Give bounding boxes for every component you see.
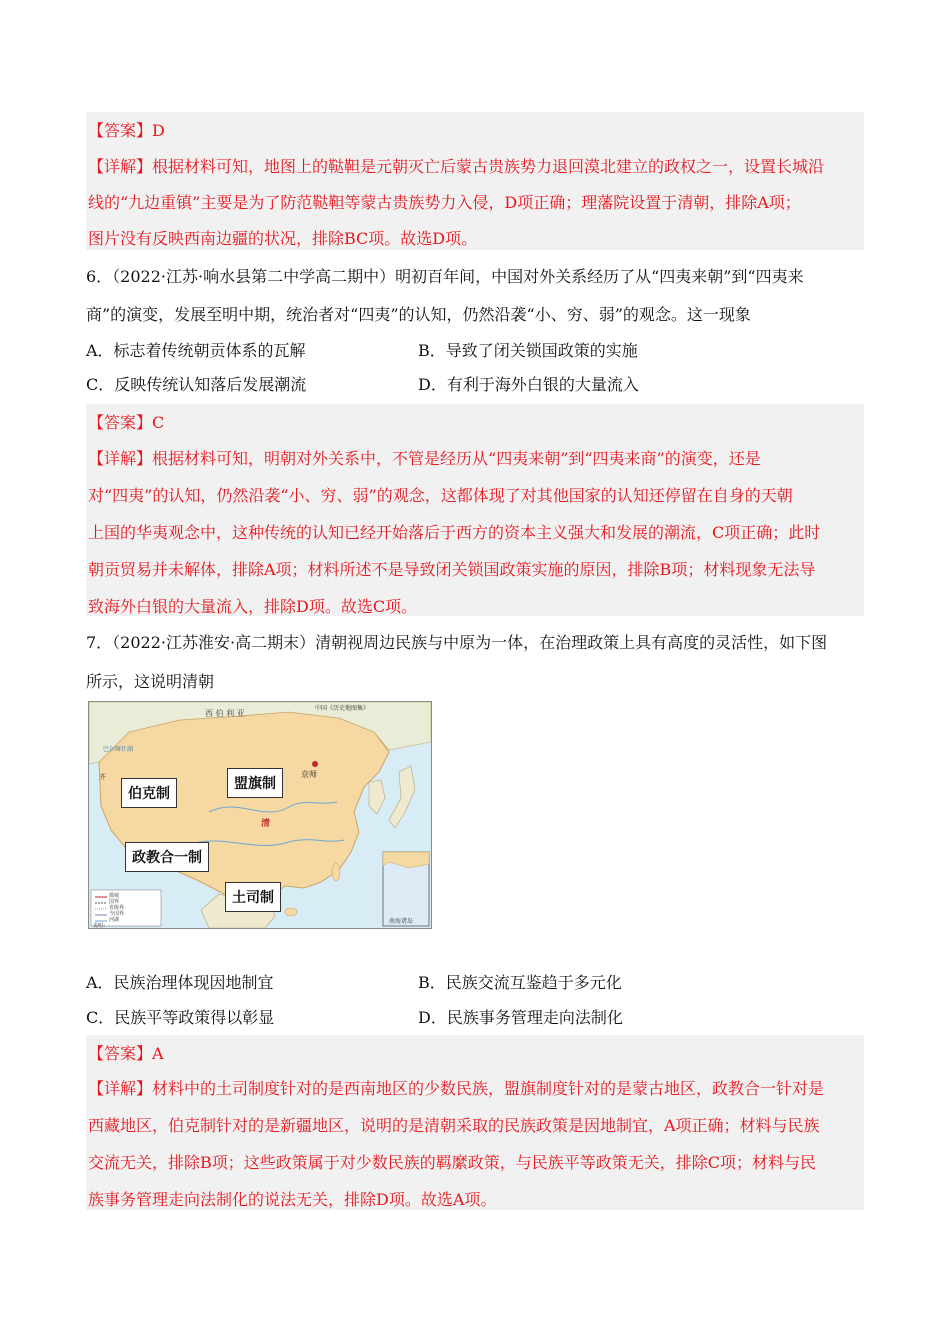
q5-answer: D <box>152 121 165 140</box>
q5-answer-line <box>88 118 165 141</box>
label-theocracy-system: 政教合一制 <box>125 842 209 872</box>
detail-tag: 【详解】 <box>88 157 153 176</box>
q6-option-c[interactable]: C．反映传统认知落后发展潮流 <box>86 375 307 394</box>
map-legend-text: 都城 国界 省级界 今国界 河湖 <box>109 893 125 923</box>
hainan <box>285 908 297 916</box>
map-country-label: 清 <box>261 819 271 829</box>
map-header: 中国《历史地图集》 <box>315 705 370 712</box>
q6-detail-line-5: 致海外白银的大量流入，排除D项。故选C项。 <box>88 597 418 616</box>
q6-stem-line-1: 6．（2022·江苏·响水县第二中学高二期中）明初百年间，中国对外关系经历了从“四夷来朝”到“四夷来 <box>86 267 804 286</box>
q5-detail-line-3: 图片没有反映西南边疆的状况，排除BC项。故选D项。 <box>88 229 478 248</box>
q6-detail-line-1: 【详解】根据材料可知，明朝对外关系中，不管是经历从“四夷来朝”到“四夷来商”的演变，还是 <box>88 449 761 468</box>
q7-detail-line-4: 族事务管理走向法制化的说法无关，排除D项。故选A项。 <box>88 1190 497 1209</box>
q6-answer-block <box>86 404 864 616</box>
q7-option-a[interactable]: A．民族治理体现因地制宜 <box>86 973 274 992</box>
q7-stem-line-1: 7．（2022·江苏淮安·高二期末）清朝视周边民族与中原为一体，在治理政策上具有高度的灵活性，如下图 <box>86 633 828 652</box>
detail-tag: 【详解】 <box>88 1079 153 1098</box>
q6-detail-line-2: 对“四夷”的认知，仍然沿袭“小、穷、弱”的观念，这都体现了对其他国家的认知还停留在自身的天朝 <box>88 486 793 505</box>
q7-stem-line-2: 所示，这说明清朝 <box>86 672 215 691</box>
q7-detail-line-1: 【详解】材料中的土司制度针对的是西南地区的少数民族，盟旗制度针对的是蒙古地区，政教合一针对是 <box>88 1079 825 1098</box>
label-mengqi-system: 盟旗制 <box>227 768 283 798</box>
q6-option-a[interactable]: A．标志着传统朝贡体系的瓦解 <box>86 341 306 360</box>
q6-answer-line <box>88 410 164 433</box>
answer-tag: 【答案】 <box>88 1044 153 1063</box>
qing-dynasty-map <box>88 701 432 929</box>
capital-marker <box>312 761 318 767</box>
label-tusi-system: 土司制 <box>225 882 281 912</box>
q7-answer-block <box>86 1035 864 1210</box>
answer-tag: 【答案】 <box>88 413 153 432</box>
map-capital-label: 京师 <box>301 770 317 779</box>
q7-option-d[interactable]: D．民族事务管理走向法制化 <box>418 1008 623 1027</box>
map-west-label: 巴尔喀什湖 <box>103 746 134 753</box>
detail-tag: 【详解】 <box>88 449 153 468</box>
q7-answer-line <box>88 1041 164 1064</box>
q6-option-b[interactable]: B．导致了闭关锁国政策的实施 <box>418 341 638 360</box>
q6-answer: C <box>152 413 165 432</box>
label-boke-system: 伯克制 <box>121 778 177 808</box>
q5-detail-line-1: 【详解】根据材料可知，地图上的鞑靼是元朝灭亡后蒙古贵族势力退回漠北建立的政权之一，设置长城沿 <box>88 157 825 176</box>
map-note: 说明： <box>93 923 109 929</box>
q6-detail-line-4: 朝贡贸易并未解体，排除A项；材料所述不是导致闭关锁国政策实施的原因，排除B项；材料现象无法导 <box>88 560 816 579</box>
map-left-marker: 齐 <box>99 773 106 781</box>
q5-detail-line-2: 线的“九边重镇”主要是为了防范鞑靼等蒙古贵族势力入侵，D项正确；理藩院设置于清朝，排除A项； <box>88 193 801 212</box>
map-inset-caption: 南海诸岛 <box>389 918 414 925</box>
q7-answer: A <box>152 1044 164 1063</box>
q5-answer-block <box>86 112 864 250</box>
q7-detail-line-3: 交流无关，排除B项；这些政策属于对少数民族的羁縻政策，与民族平等政策无关，排除C项；材料与民 <box>88 1153 817 1172</box>
q7-option-b[interactable]: B．民族交流互鉴趋于多元化 <box>418 973 622 992</box>
map-top-label: 西 伯 利 亚 <box>205 709 245 718</box>
q7-detail-line-2: 西藏地区，伯克制针对的是新疆地区，说明的是清朝采取的民族政策是因地制宜，A项正确；材料与民族 <box>88 1116 820 1135</box>
q6-option-d[interactable]: D．有利于海外白银的大量流入 <box>418 375 639 394</box>
q6-detail-line-3: 上国的华夷观念中，这种传统的认知已经开始落后于西方的资本主义强大和发展的潮流，C项正确；此时 <box>88 523 821 542</box>
q6-stem-line-2: 商”的演变，发展至明中期，统治者对“四夷”的认知，仍然沿袭“小、穷、弱”的观念。这一现象 <box>86 305 751 324</box>
answer-tag: 【答案】 <box>88 121 153 140</box>
taiwan <box>332 863 340 881</box>
q7-option-c[interactable]: C．民族平等政策得以彰显 <box>86 1008 275 1027</box>
